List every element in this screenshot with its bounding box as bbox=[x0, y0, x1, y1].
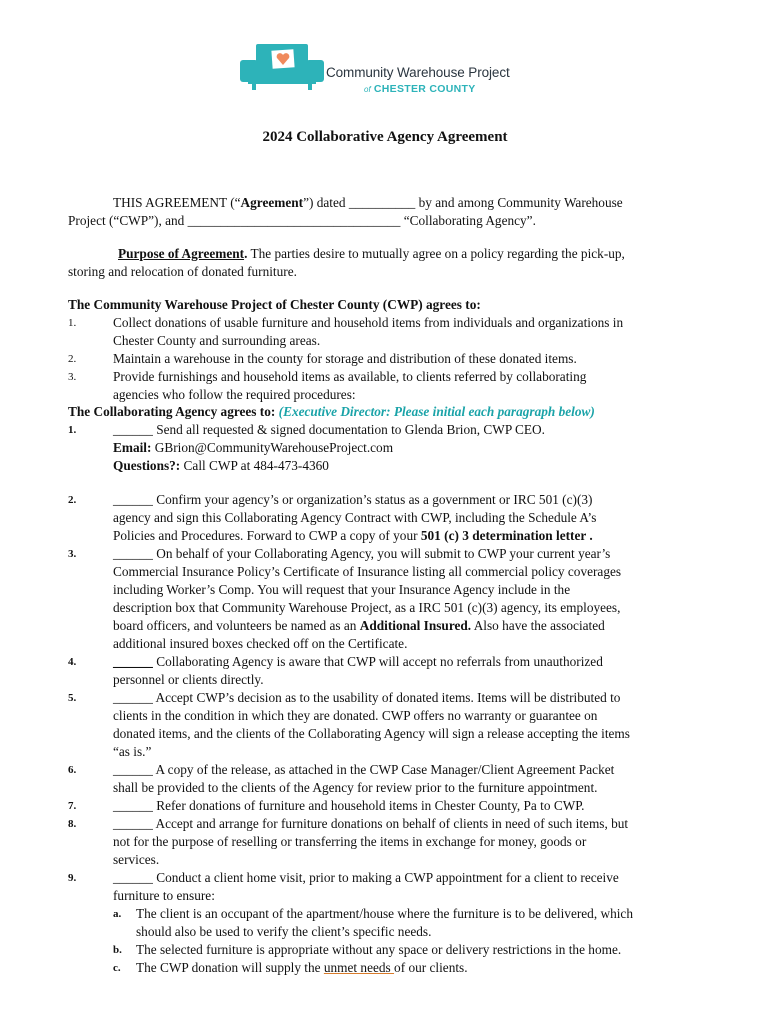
email-label: Email: bbox=[113, 440, 152, 455]
questions-label: Questions?: bbox=[113, 458, 181, 473]
logo-title: Community Warehouse Project bbox=[326, 65, 510, 80]
item-number: 5. bbox=[68, 692, 77, 704]
sub-item-text: The selected furniture is appropriate without any space or delivery restrictions in the home. bbox=[136, 942, 622, 957]
agency-agrees-list bbox=[68, 421, 708, 475]
item-text bbox=[113, 527, 708, 545]
item-text-part: Policies and Procedures. Forward to CWP a copy of your bbox=[113, 528, 418, 543]
item-text: not for the purpose of reselling or transferring the items in exchange for money, goods or bbox=[113, 834, 587, 849]
item-text: Commercial Insurance Policy’s Certificate of Insurance listing all commercial policy coverages bbox=[113, 564, 622, 579]
item-text: ______ Accept CWP’s decision as to the usability of donated items. Items will be distributed to bbox=[113, 690, 621, 705]
agency-agrees-heading bbox=[68, 403, 708, 421]
item-text bbox=[113, 617, 708, 635]
item-text: Provide furnishings and household items as available, to clients referred by collaborating bbox=[113, 369, 587, 384]
item-text: ______ Accept and arrange for furniture donations on behalf of clients in need of such items, but bbox=[113, 816, 629, 831]
item-text: personnel or clients directly. bbox=[113, 672, 264, 687]
list-item bbox=[68, 797, 708, 815]
sub-item-text-part: of our clients. bbox=[394, 960, 468, 975]
item-text: shall be provided to the clients of the Agency for review prior to the furniture appointment. bbox=[113, 780, 598, 795]
list-item bbox=[68, 761, 708, 797]
item-number: 8. bbox=[68, 818, 77, 830]
item-number: 3. bbox=[68, 548, 77, 560]
list-item bbox=[68, 368, 708, 404]
item-number: 1. bbox=[68, 317, 77, 329]
item-text: Collect donations of usable furniture and household items from individuals and organizations in bbox=[113, 315, 624, 330]
purpose-paragraph bbox=[68, 245, 708, 281]
agreement-term: Agreement bbox=[240, 195, 304, 210]
item-text: ______ Refer donations of furniture and household items in Chester County, Pa to CWP. bbox=[113, 798, 585, 813]
list-item bbox=[68, 314, 708, 350]
item-text: Chester County and surrounding areas. bbox=[113, 333, 321, 348]
agency-agrees-list-cont bbox=[68, 491, 708, 977]
logo-subtitle bbox=[364, 80, 476, 99]
item-text: furniture to ensure: bbox=[113, 888, 215, 903]
intro-line-2: Project (“CWP”), and ________________________________ “Collaborating Agency”. bbox=[68, 213, 536, 228]
intro-paragraph bbox=[68, 194, 708, 230]
list-item bbox=[68, 545, 708, 653]
sub-item-letter: b. bbox=[113, 944, 122, 956]
initial-blank: ______ bbox=[113, 654, 153, 669]
item-text: description box that Community Warehouse Project, as a IRC 501 (c)(3) agency, its employees, bbox=[113, 600, 621, 615]
cwp-heading-text: The Community Warehouse Project of Chester County (CWP) agrees to: bbox=[68, 297, 481, 312]
cwp-logo bbox=[238, 42, 538, 95]
additional-insured-text: Additional Insured. bbox=[359, 618, 472, 633]
determination-letter-text: 501 (c) 3 determination letter . bbox=[417, 528, 593, 543]
item-number: 2. bbox=[68, 494, 77, 506]
list-item bbox=[68, 421, 708, 475]
item-text: “as is.” bbox=[113, 744, 152, 759]
sub-item-text: should also be used to verify the client’s specific needs. bbox=[136, 924, 432, 939]
sub-list-item bbox=[113, 941, 708, 959]
cwp-agrees-list bbox=[68, 314, 708, 404]
intro-text-a: THIS AGREEMENT (“ bbox=[113, 195, 241, 210]
item-text: ______ A copy of the release, as attached in the CWP Case Manager/Client Agreement Packet bbox=[113, 762, 615, 777]
agency-heading-text: The Collaborating Agency agrees to: bbox=[68, 404, 276, 419]
sub-list-item bbox=[113, 959, 708, 977]
item-text: ______ Send all requested & signed documentation to Glenda Brion, CWP CEO. bbox=[113, 422, 545, 437]
item-text-part: board officers, and volunteers be named as an bbox=[113, 618, 360, 633]
item-text-part: Also have the associated bbox=[471, 618, 605, 633]
sub-list-item bbox=[113, 905, 708, 941]
purpose-line-1 bbox=[68, 245, 708, 263]
item-text: additional insured boxes checked off on the Certificate. bbox=[113, 636, 408, 651]
email-line bbox=[113, 439, 708, 457]
logo-county: CHESTER COUNTY bbox=[373, 83, 476, 95]
list-item bbox=[68, 491, 708, 545]
sub-item-letter: c. bbox=[113, 962, 121, 974]
item-text: including Worker’s Comp. You will request that your Insurance Agency include in the bbox=[113, 582, 571, 597]
intro-line-1 bbox=[68, 194, 708, 212]
intro-text-b: ”) dated __________ by and among Community Warehouse bbox=[303, 195, 623, 210]
item-number: 3. bbox=[68, 371, 77, 383]
purpose-line-2: storing and relocation of donated furniture. bbox=[68, 264, 297, 279]
item-number: 4. bbox=[68, 656, 77, 668]
item-text: agency and sign this Collaborating Agency Contract with CWP, including the Schedule A’s bbox=[113, 510, 597, 525]
document-title: 2024 Collaborative Agency Agreement bbox=[262, 129, 508, 145]
item-text: services. bbox=[113, 852, 160, 867]
item-text: ______ On behalf of your Collaborating Agency, you will submit to CWP your current year’s bbox=[113, 546, 611, 561]
item-number: 1. bbox=[68, 424, 77, 436]
item-text: ______ Confirm your agency’s or organization’s status as a government or IRC 501 (c)(3) bbox=[113, 492, 593, 507]
logo-of: of bbox=[364, 85, 371, 94]
item-text: Maintain a warehouse in the county for storage and distribution of these donated items. bbox=[113, 351, 577, 366]
item-text: donated items, and the clients of the Collaborating Agency will sign a release accepting the items bbox=[113, 726, 630, 741]
purpose-dot: . bbox=[244, 246, 248, 261]
item-number: 9. bbox=[68, 872, 77, 884]
unmet-needs-text: unmet needs bbox=[323, 960, 395, 975]
sub-item-text-part: The CWP donation will supply the bbox=[136, 960, 324, 975]
initial-instruction-note: (Executive Director: Please initial each paragraph below) bbox=[278, 404, 595, 419]
item-text bbox=[113, 653, 708, 671]
item-text: ______ Conduct a client home visit, prior to making a CWP appointment for a client to receive bbox=[113, 870, 619, 885]
purpose-heading: Purpose of Agreement bbox=[118, 246, 245, 261]
cwp-agrees-heading bbox=[68, 296, 708, 314]
sub-item-text bbox=[136, 959, 708, 977]
list-item bbox=[68, 653, 708, 689]
item-text: agencies who follow the required procedures: bbox=[113, 387, 356, 402]
email-address: GBrion@CommunityWarehouseProject.com bbox=[151, 440, 394, 455]
list-item bbox=[68, 869, 708, 977]
sub-item-letter: a. bbox=[113, 908, 122, 920]
list-item bbox=[68, 815, 708, 869]
sub-item-text: The client is an occupant of the apartment/house where the furniture is to be delivered, which bbox=[136, 906, 633, 921]
sofa-heart-icon bbox=[238, 42, 328, 92]
list-item bbox=[68, 350, 708, 368]
list-item bbox=[68, 689, 708, 761]
phone-text: Call CWP at 484-473-4360 bbox=[180, 458, 329, 473]
questions-line bbox=[113, 457, 708, 475]
item-number: 2. bbox=[68, 353, 77, 365]
item-text-part: Collaborating Agency is aware that CWP will accept no referrals from unauthorized bbox=[152, 654, 603, 669]
purpose-text-1: The parties desire to mutually agree on a policy regarding the pick-up, bbox=[247, 246, 625, 261]
item-number: 7. bbox=[68, 800, 77, 812]
item-number: 6. bbox=[68, 764, 77, 776]
item-text: clients in the condition in which they are donated. CWP offers no warranty or guarantee on bbox=[113, 708, 598, 723]
